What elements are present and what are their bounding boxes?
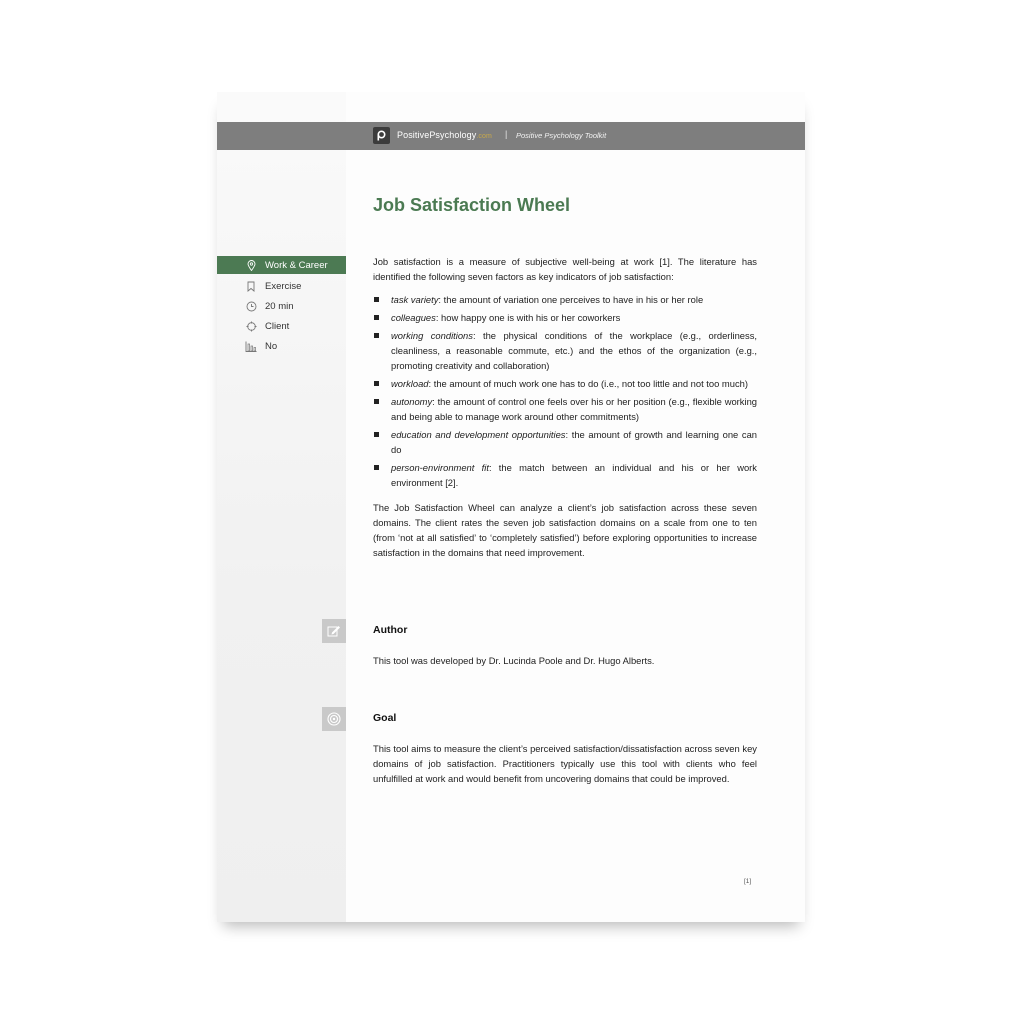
list-item: autonomy: the amount of control one feels over his or her position (e.g., flexible working and being able to manage work around other commitments) bbox=[373, 394, 757, 424]
brand-name: PositivePsychology.com bbox=[397, 130, 492, 140]
goal-heading: Goal bbox=[373, 712, 397, 724]
sidebar bbox=[217, 92, 346, 922]
bullet-icon bbox=[374, 315, 379, 320]
list-item: working conditions: the physical conditions of the workplace (e.g., orderliness, cleanliness, a reasonable commute, etc.) and the ethos of the organization (e.g., promoting creativity and collaboration) bbox=[373, 328, 757, 373]
header-separator: | bbox=[505, 129, 508, 139]
meta-category-label: Work & Career bbox=[265, 259, 328, 271]
bullet-icon bbox=[374, 381, 379, 386]
meta-type bbox=[217, 276, 346, 296]
meta-scoring-label: No bbox=[265, 340, 278, 352]
bullet-icon bbox=[374, 465, 379, 470]
bar-chart-icon bbox=[237, 341, 265, 352]
meta-duration-label: 20 min bbox=[265, 300, 294, 312]
meta-audience-label: Client bbox=[265, 320, 290, 332]
bullet-icon bbox=[374, 333, 379, 338]
toolkit-label: Positive Psychology Toolkit bbox=[516, 130, 607, 140]
meta-list bbox=[217, 256, 346, 356]
page-title: Job Satisfaction Wheel bbox=[373, 195, 571, 215]
clock-icon bbox=[237, 301, 265, 312]
list-item: colleagues: how happy one is with his or her coworkers bbox=[373, 310, 757, 325]
list-item: workload: the amount of much work one has to do (i.e., not too little and not too much) bbox=[373, 376, 757, 391]
crosshair-icon bbox=[237, 321, 265, 332]
bullet-icon bbox=[374, 432, 379, 437]
author-text: This tool was developed by Dr. Lucinda Poole and Dr. Hugo Alberts. bbox=[373, 655, 655, 666]
list-item: education and development opportunities: the amount of growth and learning one can do bbox=[373, 427, 757, 457]
intro-paragraph: Job satisfaction is a measure of subjective well-being at work [1]. The literature has identified the following seven factors as key indicators of job satisfaction: bbox=[373, 256, 757, 282]
document-page bbox=[217, 92, 805, 922]
meta-category bbox=[217, 256, 346, 274]
meta-duration bbox=[217, 296, 346, 316]
meta-scoring bbox=[217, 336, 346, 356]
bullet-icon bbox=[374, 399, 379, 404]
target-icon bbox=[322, 707, 346, 731]
meta-type-label: Exercise bbox=[265, 280, 302, 292]
logo-icon bbox=[373, 127, 390, 144]
edit-icon bbox=[322, 619, 346, 643]
goal-text: This tool aims to measure the client’s perceived satisfaction/dissatisfaction across seven key domains of job satisfaction. Practitioners typically use this tool with clients who feel unfulfilled at work and would benefit from uncovering domains that could be improved. bbox=[373, 743, 757, 784]
bullet-icon bbox=[374, 297, 379, 302]
author-heading: Author bbox=[373, 624, 408, 636]
page-footnote: [1] bbox=[744, 878, 752, 885]
header-bar bbox=[217, 122, 805, 150]
location-pin-icon bbox=[237, 260, 265, 271]
meta-audience bbox=[217, 316, 346, 336]
bookmark-icon bbox=[237, 281, 265, 292]
list-item: task variety: the amount of variation one perceives to have in his or her role bbox=[373, 292, 757, 307]
list-item: person-environment fit: the match between an individual and his or her work environment [2]. bbox=[373, 460, 757, 490]
factor-list bbox=[373, 292, 757, 493]
description-paragraph: The Job Satisfaction Wheel can analyze a client’s job satisfaction across these seven domains. The client rates the seven job satisfaction domains on a scale from one to ten (from ‘not at all satisfied’ to ‘completely satisfied’) before exploring opportunities to increase satisfaction in the domains that need improvement. bbox=[373, 502, 757, 558]
